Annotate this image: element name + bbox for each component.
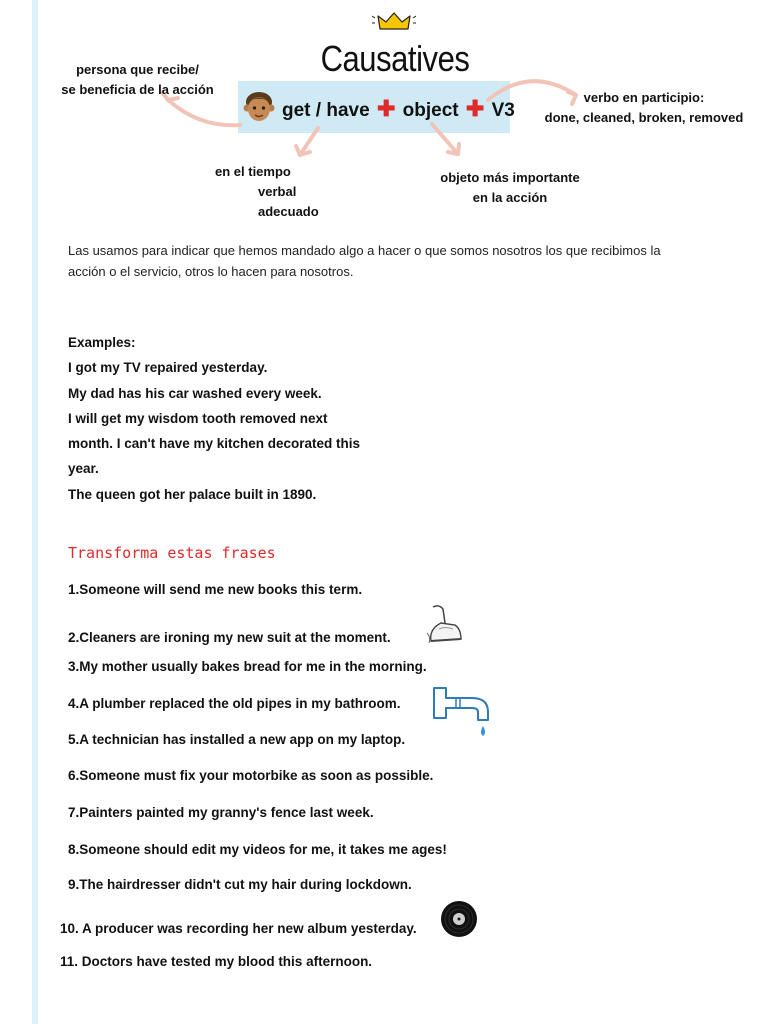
page-title: Causatives: [320, 38, 470, 79]
exercise-title: Transforma estas frases: [68, 544, 276, 562]
plus-icon: ✚: [465, 96, 485, 121]
example-line: I got my TV repaired yesterday.: [68, 360, 268, 376]
exercise-item: 10. A producer was recording her new album yesterday.: [60, 921, 417, 936]
arrow-to-left-note: [168, 100, 240, 125]
formula-object: object: [402, 100, 459, 121]
example-line: year.: [68, 461, 99, 477]
note-tense: en el tiempo verbal adecuado: [215, 164, 319, 219]
exercise-item: 5.A technician has installed a new app on my laptop.: [68, 732, 406, 747]
examples-section: [68, 330, 408, 507]
description-paragraph: Las usamos para indicar que hemos mandado algo a hacer o que somos nosotros los que recibimos la acción o el servicio, otros lo hacen para nosotros.: [68, 243, 661, 279]
exercise-item: 2.Cleaners are ironing my new suit at the moment.: [68, 630, 391, 645]
exercise-item: 1.Someone will send me new books this term.: [68, 582, 363, 597]
example-line: month. I can't have my kitchen decorated this: [68, 436, 361, 452]
exercise-item: 4.A plumber replaced the old pipes in my bathroom.: [68, 696, 401, 711]
exercise-item: 9.The hairdresser didn't cut my hair during lockdown.: [68, 877, 412, 892]
plus-icon: ✚: [376, 96, 396, 121]
example-line: My dad has his car washed every week.: [68, 385, 322, 401]
note-participle: verbo en participio: done, cleaned, broken, removed: [544, 90, 744, 125]
exercise-item: 7.Painters painted my granny's fence last week.: [68, 805, 374, 820]
exercise-item: 3.My mother usually bakes bread for me in the morning.: [68, 659, 427, 674]
formula-v3: V3: [491, 100, 515, 121]
iron-icon: [425, 603, 465, 645]
exercise-item: 11. Doctors have tested my blood this afternoon.: [60, 954, 373, 969]
examples-heading: Examples:: [68, 335, 136, 350]
exercise-item: 8.Someone should edit my videos for me, it takes me ages!: [68, 842, 447, 857]
note-object: objeto más importante en la acción: [440, 170, 580, 205]
exercise-item: 6.Someone must fix your motorbike as soon as possible.: [68, 768, 434, 783]
example-line: I will get my wisdom tooth removed next: [68, 410, 328, 426]
arrow-to-object-note: [432, 124, 458, 154]
example-line: The queen got her palace built in 1890.: [68, 486, 317, 502]
note-recipient: persona que recibe/ se beneficia de la acción: [61, 62, 214, 97]
water-tap-icon: [432, 686, 494, 742]
formula-verb: get / have: [282, 100, 370, 121]
vinyl-record-icon: [440, 900, 478, 938]
